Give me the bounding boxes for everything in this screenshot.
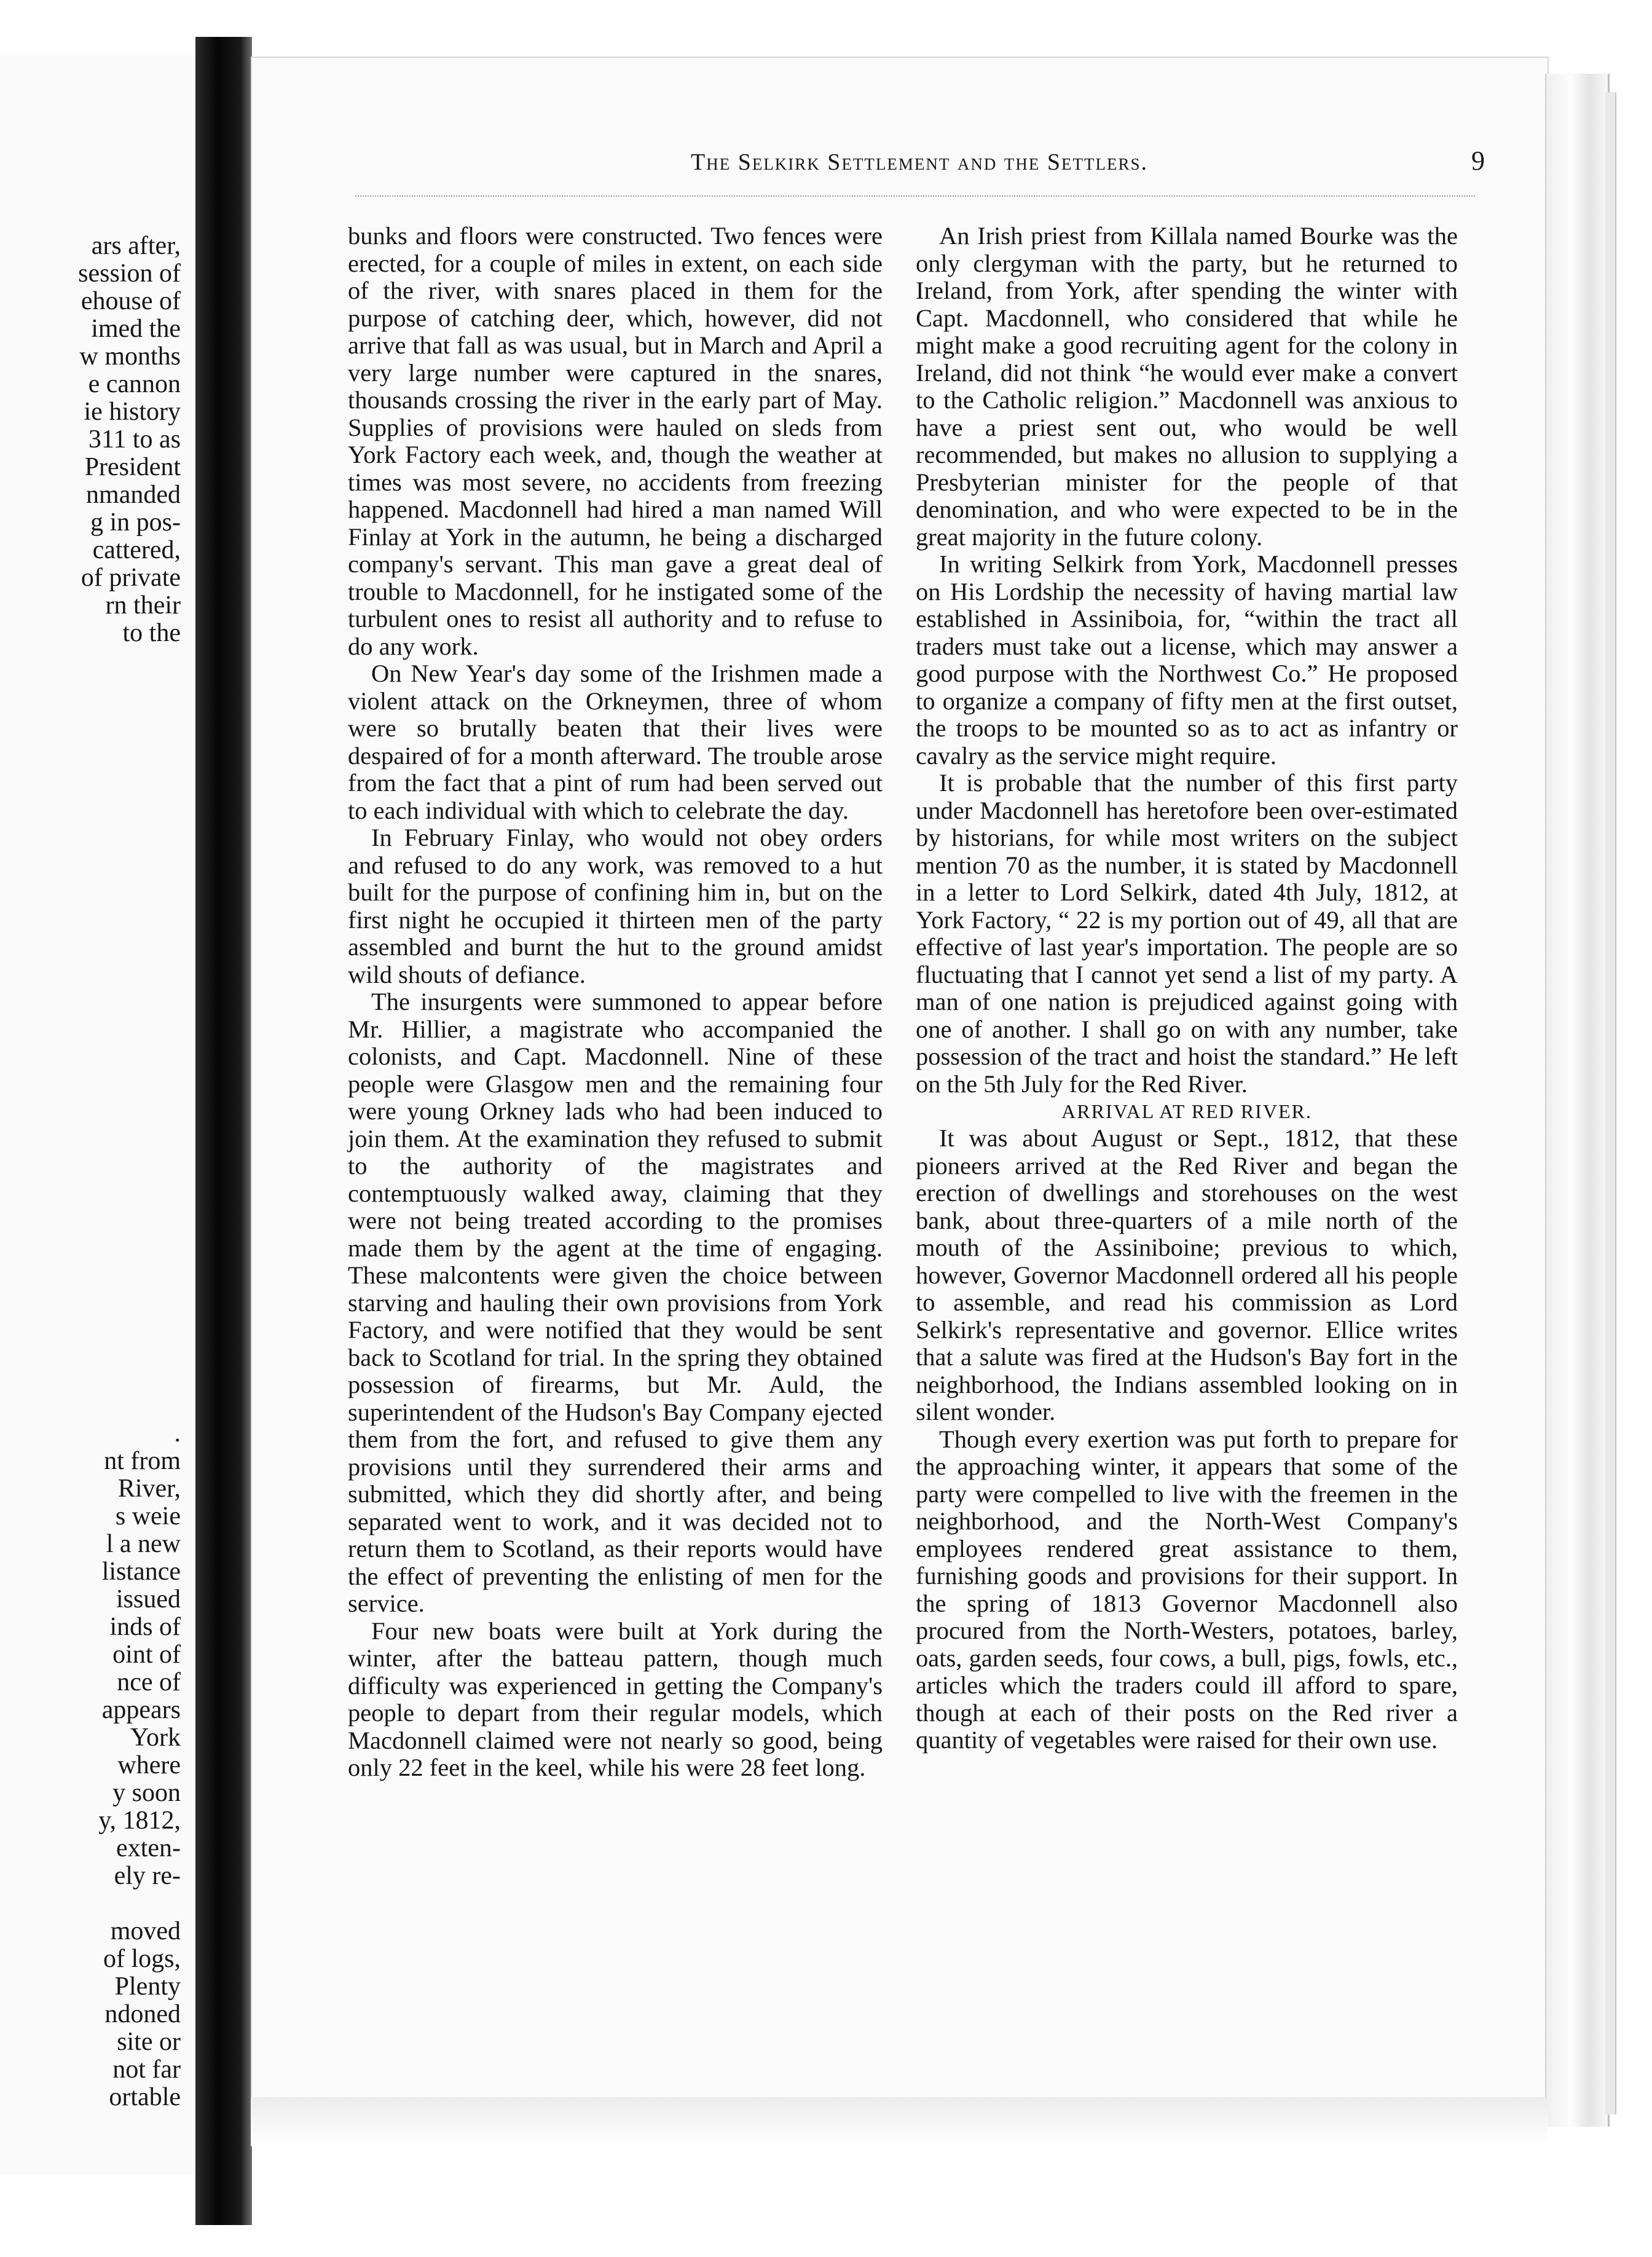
page-edges (1545, 74, 1610, 2127)
facing-page-text-fragment: inds of (109, 1613, 181, 1641)
facing-page-text-fragment: imed the (91, 315, 181, 343)
paragraph: The insurgents were summoned to appear before Mr. Hillier, a magistrate who accompanied the colonists, and Capt. Macdonnell. Nine of these people were Glasgow men and the remaining four were young Orkney lads who had been induced to join them. At the examination they refused to submit to the authority of the magistrates and contemptuously walked away, claiming that they were not being treated according to the promises made them by the agent at the time of engaging. These malcontents were given the choice between starving and hauling their own provisions from York Factory, and were notified that they would be sent back to Scotland for trial. In the spring they obtained possession of firearms, but Mr. Auld, the superintendent of the Hudson's Bay Company ejected them from the fort, and refused to give them any provisions until they surrendered their arms and submitted, which they did shortly after, and being separated went to work, and it was decided not to return them to Scotland, as their reports would have the effect of preventing the enlisting of men for the service. (348, 988, 883, 1617)
facing-page-text-fragment: River, (117, 1475, 181, 1503)
facing-page-text-fragment: to the (122, 619, 181, 647)
paragraph: bunks and floors were constructed. Two fences were erected, for a couple of miles in extent, on each side of the river, with snares placed in them for the purpose of catching deer, which, however, did not arrive that fall as was usual, but in March and April a very large number were captured in the snares, thousands crossing the river in the early part of May. Supplies of provisions were hauled on sleds from York Factory each week, and, though the weather at times was most severe, no accidents from freezing happened. Macdonnell had hired a man named Will Finlay at York in the autumn, he being a discharged company's servant. This man gave a great deal of trouble to Macdonnell, for he instigated some of the turbulent ones to resist all authority and to refuse to do any work. (348, 222, 883, 660)
text-column-left (348, 223, 883, 1782)
facing-page-text-fragment: appears (101, 1696, 181, 1724)
paragraph: Though every exertion was put forth to prepare for the approaching winter, it appears that some of the party were compelled to live with the freemen in the neighborhood, and the North-West Company's employees rendered great assistance to them, furnishing goods and provisions for their support. In the spring of 1813 Governor Macdonnell also procured from the North-Westers, potatoes, barley, oats, garden seeds, four cows, a bull, pigs, fowls, etc., articles which the traders could ill afford to spare, though at each of their posts on the Red river a quantity of vegetables were raised for their own use. (916, 1425, 1458, 1754)
facing-page (0, 55, 197, 2175)
facing-page-text-fragment: ndoned (104, 2000, 181, 2028)
facing-page-text-fragment: site or (117, 2028, 181, 2056)
facing-page-text-fragment: York (130, 1723, 181, 1752)
facing-page-text-fragment: y soon (112, 1779, 181, 1807)
facing-page-text-fragment: issued (116, 1585, 181, 1613)
paragraph: An Irish priest from Killala named Bourke was the only clergyman with the party, but he returned to Ireland, from York, after spending the winter with Capt. Macdonnell, who considered that while he might make a good recruiting agent for the colony in Ireland, did not think “he would ever make a convert to the Catholic religion.” Macdonnell was anxious to have a priest sent out, who would be well recommended, but makes no allusion to supplying a Presbyterian minister for the people of that denomination, and who were expected to be in the great majority in the future colony. (916, 222, 1458, 551)
facing-page-text-fragment: nt from (104, 1447, 181, 1475)
facing-page-text-fragment: of logs, (103, 1945, 181, 1973)
facing-page-text-fragment: y, 1812, (98, 1806, 181, 1835)
facing-page-text-fragment: not far (112, 2055, 181, 2084)
facing-page-text-fragment: s weie (115, 1502, 181, 1530)
facing-page-text-fragment: oint of (112, 1641, 181, 1669)
facing-page-text-fragment: 311 to as (88, 425, 181, 454)
header-rule (355, 195, 1475, 197)
facing-page-text-fragment: ortable (109, 2083, 181, 2111)
page-bottom-shadow (251, 2097, 1548, 2146)
facing-page-text-fragment: l a new (106, 1530, 181, 1558)
facing-page-text-fragment: session of (78, 259, 181, 288)
facing-page-text-fragment: ely re- (114, 1862, 181, 1890)
facing-page-text-fragment: where (117, 1751, 181, 1779)
paragraph: Four new boats were built at York during the winter, after the batteau pattern, though much difficulty was experienced in getting the Company's people to depart from their regular models, which Macdonnell claimed were not nearly so good, being only 22 feet in the keel, while his were 28 feet long. (348, 1617, 883, 1781)
facing-page-text-fragment: moved (110, 1917, 181, 1945)
text-column-right (916, 223, 1458, 1754)
facing-page-text-fragment: of private (81, 564, 181, 592)
facing-page-text-fragment: nmanded (86, 481, 181, 509)
facing-page-text-fragment: President (84, 453, 181, 481)
page-edge-shadow (1605, 92, 1616, 2114)
facing-page-text-fragment: ie history (84, 398, 181, 426)
facing-page-text-fragment: nce of (117, 1668, 181, 1696)
facing-page-text-fragment: listance (101, 1558, 181, 1586)
page-number: 9 (1471, 146, 1485, 176)
facing-page-text-fragment: ehouse of (81, 287, 181, 315)
running-head: The Selkirk Settlement and the Settlers. (690, 149, 1148, 175)
facing-page-text-fragment: w months (79, 342, 181, 371)
book-gutter (195, 37, 252, 2225)
facing-page-text-fragment: cattered, (92, 536, 181, 564)
facing-page-text-fragment: rn their (105, 591, 181, 620)
paragraph: It was about August or Sept., 1812, that these pioneers arrived at the Red River and began the erection of dwellings and storehouses on the west bank, about three-quarters of a mile north of the mouth of the Assiniboine; previous to which, however, Governor Macdonnell ordered all his people to assemble, and read his commission as Lord Selkirk's representative and governor. Ellice writes that a salute was fired at the Hudson's Bay fort in the neighborhood, the Indians assembled looking on in silent wonder. (916, 1124, 1458, 1425)
paragraph: It is probable that the number of this first party under Macdonnell has heretofore been over-estimated by historians, for while most writers on the subject mention 70 as the number, it is stated by Macdonnell in a letter to Lord Selkirk, dated 4th July, 1812, at York Factory, “ 22 is my portion out of 49, all that are effective of last year's importation. The people are so fluctuating that I cannot yet send a list of my party. A man of one nation is prejudiced against going with one of another. I shall go on with any number, take possession of the tract and hoist the standard.” He left on the 5th July for the Red River. (916, 769, 1458, 1098)
facing-page-text-fragment: e cannon (88, 370, 181, 398)
section-heading: ARRIVAL AT RED RIVER. (1061, 1100, 1312, 1122)
facing-page-text-fragment: exten- (116, 1834, 181, 1862)
facing-page-text-fragment: . (174, 1419, 181, 1448)
paragraph: In writing Selkirk from York, Macdonnell presses on His Lordship the necessity of having martial law established in Assiniboia, for, “within the tract all traders must take out a license, which may answer a good purpose with the Northwest Co.” He proposed to organize a company of fifty men at the first outset, the troops to be mounted so as to act as infantry or cavalry as the service might require. (916, 550, 1458, 770)
facing-page-text-fragment: g in pos- (90, 508, 181, 537)
facing-page-text-fragment: Plenty (114, 1972, 181, 2001)
paragraph: In February Finlay, who would not obey orders and refused to do any work, was removed to a hut built for the purpose of confining him in, but on the first night he occupied it thirteen men of the party assembled and burnt the hut to the ground amidst wild shouts of defiance. (348, 824, 883, 988)
facing-page-text-fragment: ars after, (91, 232, 181, 260)
paragraph: On New Year's day some of the Irishmen made a violent attack on the Orkneymen, three of whom were so brutally beaten that their lives were despaired of for a month afterward. The trouble arose from the fact that a pint of rum had been served out to each individual with which to celebrate the day. (348, 660, 883, 824)
